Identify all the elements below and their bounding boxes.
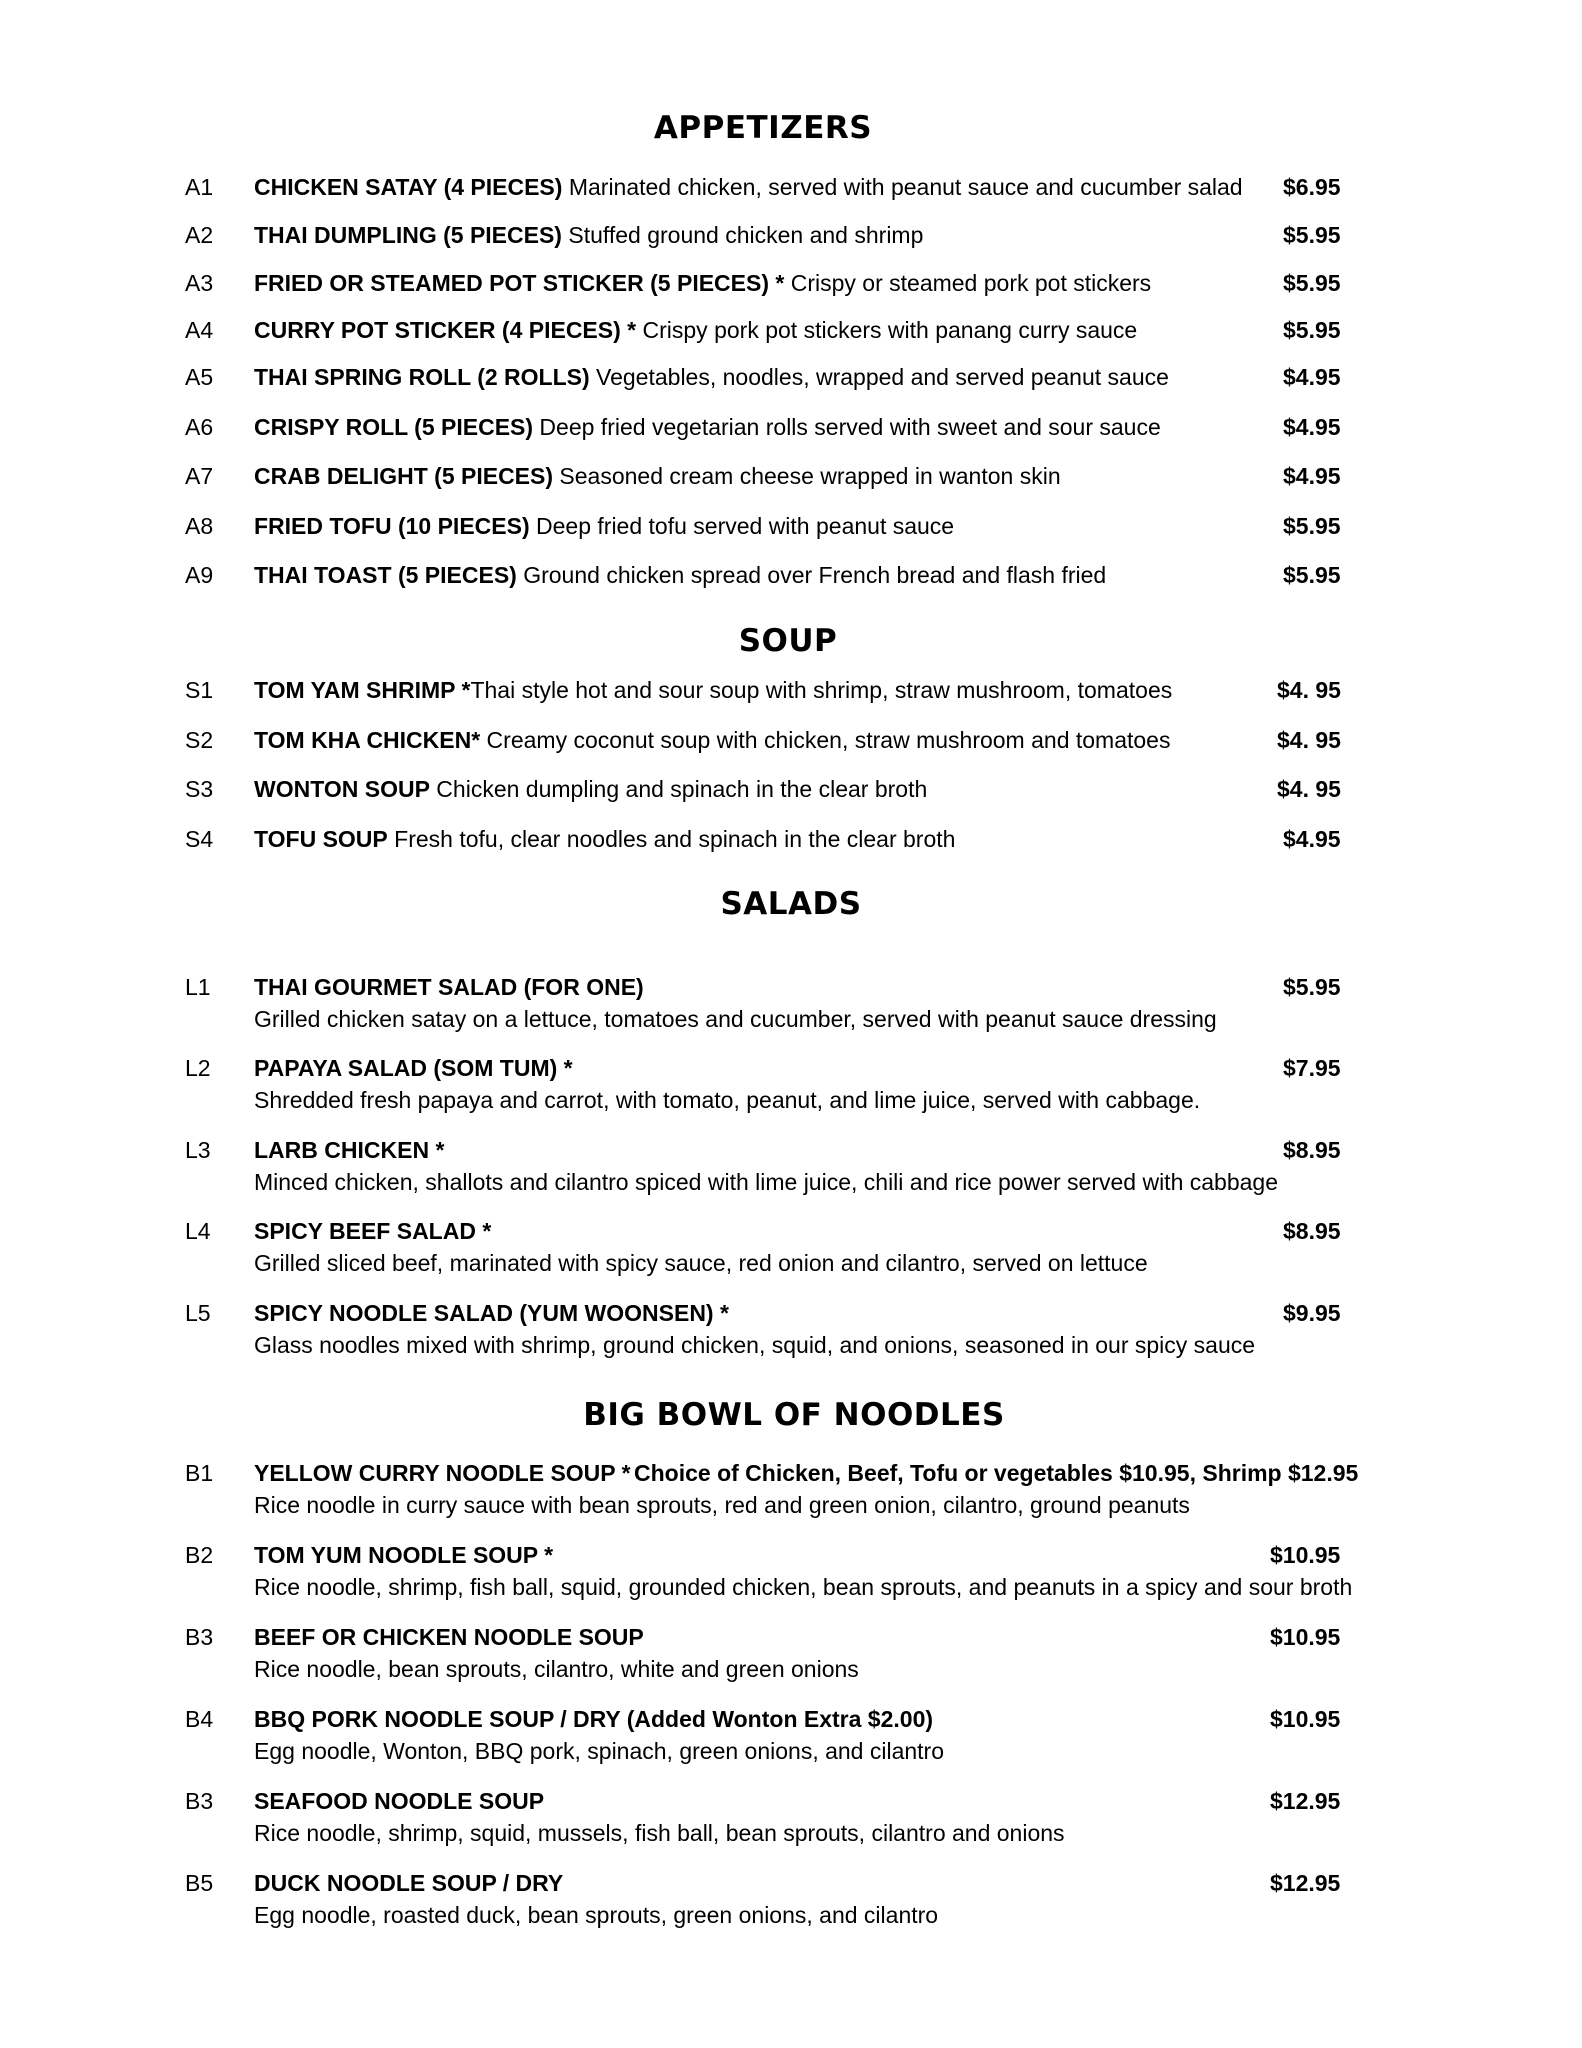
- item-description: Grilled chicken satay on a lettuce, tomatoes and cucumber, served with peanut sauce dressing: [254, 1006, 1217, 1032]
- item-code: L3: [185, 1137, 211, 1163]
- appetizers-heading: APPETIZERS: [653, 110, 873, 146]
- item-code: A7: [185, 463, 214, 489]
- item-price: $5.95: [1283, 562, 1341, 588]
- item-price: $4.95: [1283, 364, 1341, 390]
- item-price: $12.95: [1270, 1788, 1341, 1814]
- item-price: $10.95: [1270, 1706, 1341, 1732]
- item-description: Creamy coconut soup with chicken, straw mushroom and tomatoes: [480, 727, 1171, 753]
- item-name: CRAB DELIGHT (5 PIECES): [254, 463, 554, 489]
- item-description: Rice noodle, bean sprouts, cilantro, white and green onions: [254, 1656, 859, 1682]
- item-name: CRISPY ROLL (5 PIECES): [254, 414, 534, 440]
- item-name: WONTON SOUP: [254, 776, 430, 802]
- item-price: $7.95: [1283, 1055, 1341, 1081]
- item-code: L1: [185, 974, 211, 1000]
- item-code: B2: [185, 1542, 214, 1568]
- item-name: THAI TOAST (5 PIECES): [254, 562, 517, 588]
- item-price: $8.95: [1283, 1218, 1341, 1244]
- item-code: L5: [185, 1300, 211, 1326]
- item-code: A5: [185, 364, 214, 390]
- item-name: THAI SPRING ROLL (2 ROLLS): [254, 364, 590, 390]
- item-price: $4. 95: [1277, 727, 1341, 753]
- item-description: Crispy or steamed pork pot stickers: [784, 270, 1152, 296]
- item-description: Ground chicken spread over French bread and flash fried: [516, 562, 1107, 588]
- soup-heading: SOUP: [738, 623, 838, 659]
- item-price: $4. 95: [1277, 776, 1341, 802]
- item-description: Shredded fresh papaya and carrot, with tomato, peanut, and lime juice, served with cabbage.: [254, 1087, 1201, 1113]
- item-description: Seasoned cream cheese wrapped in wanton skin: [553, 463, 1061, 489]
- item-description: Grilled sliced beef, marinated with spicy sauce, red onion and cilantro, served on lettuce: [254, 1250, 1148, 1276]
- item-price: $8.95: [1283, 1137, 1341, 1163]
- item-price: $5.95: [1283, 317, 1341, 343]
- item-name: DUCK NOODLE SOUP / DRY: [254, 1870, 564, 1896]
- item-name: SPICY BEEF SALAD *: [254, 1218, 492, 1244]
- item-code: A2: [185, 222, 214, 248]
- item-name: TOM YAM SHRIMP *: [254, 677, 471, 703]
- item-code: A8: [185, 513, 214, 539]
- item-price: $5.95: [1283, 974, 1341, 1000]
- item-code: L2: [185, 1055, 211, 1081]
- item-name: TOM KHA CHICKEN*: [254, 727, 481, 753]
- item-description: Stuffed ground chicken and shrimp: [561, 222, 924, 248]
- item-description: Crispy pork pot stickers with panang curry sauce: [636, 317, 1138, 343]
- item-name: BEEF OR CHICKEN NOODLE SOUP: [254, 1624, 644, 1650]
- item-price: $12.95: [1270, 1870, 1341, 1896]
- item-name: THAI DUMPLING (5 PIECES): [254, 222, 562, 248]
- item-price: $10.95: [1270, 1624, 1341, 1650]
- item-name: TOM YUM NOODLE SOUP *: [254, 1542, 554, 1568]
- item-code: S4: [185, 826, 214, 852]
- item-price: $9.95: [1283, 1300, 1341, 1326]
- item-code: A4: [185, 317, 214, 343]
- item-code: B1: [185, 1460, 214, 1486]
- item-price: $4. 95: [1277, 677, 1341, 703]
- item-description: Rice noodle in curry sauce with bean sprouts, red and green onion, cilantro, ground peanuts: [254, 1492, 1190, 1518]
- item-code: B5: [185, 1870, 214, 1896]
- item-description: Deep fried vegetarian rolls served with sweet and sour sauce: [533, 414, 1161, 440]
- item-name: YELLOW CURRY NOODLE SOUP *: [254, 1460, 631, 1486]
- item-description: Vegetables, noodles, wrapped and served peanut sauce: [589, 364, 1169, 390]
- item-description: Rice noodle, shrimp, fish ball, squid, grounded chicken, bean sprouts, and peanuts in a spicy and sour broth: [254, 1574, 1353, 1600]
- item-code: B3: [185, 1624, 214, 1650]
- item-description: Thai style hot and sour soup with shrimp, straw mushroom, tomatoes: [470, 677, 1173, 703]
- item-code: S1: [185, 677, 214, 703]
- item-description: Egg noodle, roasted duck, bean sprouts, green onions, and cilantro: [254, 1902, 939, 1928]
- item-code: A1: [185, 174, 214, 200]
- item-name: TOFU SOUP: [254, 826, 388, 852]
- item-code: A6: [185, 414, 214, 440]
- salads-heading: SALADS: [720, 886, 862, 922]
- item-code: B4: [185, 1706, 214, 1732]
- item-code: B3: [185, 1788, 214, 1814]
- item-price: $5.95: [1283, 513, 1341, 539]
- item-description: Fresh tofu, clear noodles and spinach in the clear broth: [387, 826, 956, 852]
- item-price: $6.95: [1283, 174, 1341, 200]
- item-name: BBQ PORK NOODLE SOUP / DRY (Added Wonton Extra $2.00): [254, 1706, 934, 1732]
- item-description: Rice noodle, shrimp, squid, mussels, fish ball, bean sprouts, cilantro and onions: [254, 1820, 1065, 1846]
- item-name: THAI GOURMET SALAD (FOR ONE): [254, 974, 644, 1000]
- item-name: LARB CHICKEN *: [254, 1137, 445, 1163]
- item-price: $4.95: [1283, 414, 1341, 440]
- item-price: $10.95: [1270, 1542, 1341, 1568]
- noodles-heading: BIG BOWL OF NOODLES: [583, 1397, 1005, 1433]
- item-name: CHICKEN SATAY (4 PIECES): [254, 174, 563, 200]
- item-description: Minced chicken, shallots and cilantro spiced with lime juice, chili and rice power served with cabbage: [254, 1169, 1279, 1195]
- item-code: L4: [185, 1218, 211, 1244]
- item-code: S2: [185, 727, 214, 753]
- item-description: Glass noodles mixed with shrimp, ground chicken, squid, and onions, seasoned in our spicy sauce: [254, 1332, 1256, 1358]
- item-description: Marinated chicken, served with peanut sauce and cucumber salad: [562, 174, 1243, 200]
- item-description: Deep fried tofu served with peanut sauce: [529, 513, 955, 539]
- item-name: SEAFOOD NOODLE SOUP: [254, 1788, 545, 1814]
- item-name: SPICY NOODLE SALAD (YUM WOONSEN) *: [254, 1300, 729, 1326]
- item-code: S3: [185, 776, 214, 802]
- item-price: $5.95: [1283, 222, 1341, 248]
- item-name: CURRY POT STICKER (4 PIECES) *: [254, 317, 637, 343]
- item-price: $4.95: [1283, 826, 1341, 852]
- item-description: Chicken dumpling and spinach in the clear broth: [429, 776, 928, 802]
- item-price: $4.95: [1283, 463, 1341, 489]
- item-code: A3: [185, 270, 214, 296]
- item-choice-prices: Choice of Chicken, Beef, Tofu or vegetables $10.95, Shrimp $12.95: [634, 1460, 1359, 1486]
- item-name: PAPAYA SALAD (SOM TUM) *: [254, 1055, 573, 1081]
- item-price: $5.95: [1283, 270, 1341, 296]
- item-name: FRIED OR STEAMED POT STICKER (5 PIECES) *: [254, 270, 785, 296]
- item-name: FRIED TOFU (10 PIECES): [254, 513, 530, 539]
- item-code: A9: [185, 562, 214, 588]
- item-description: Egg noodle, Wonton, BBQ pork, spinach, green onions, and cilantro: [254, 1738, 945, 1764]
